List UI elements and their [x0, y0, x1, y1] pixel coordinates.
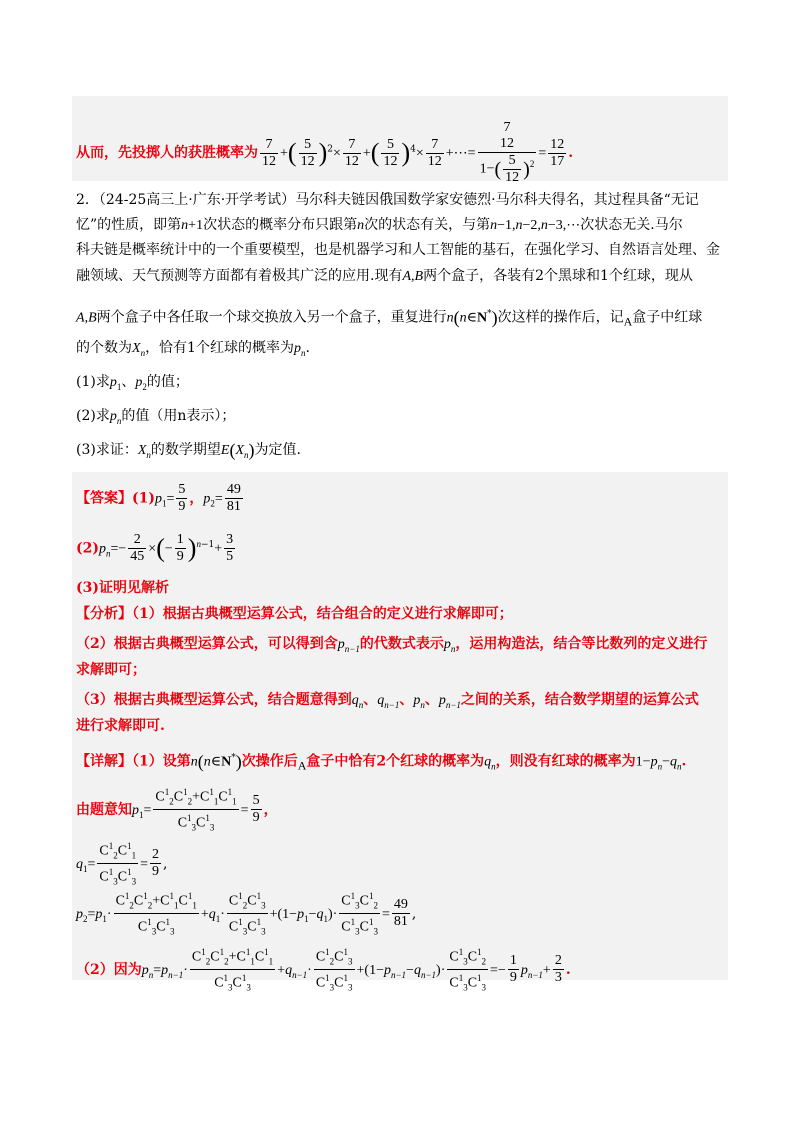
question-2: (2)求$p_n$的值（用n表示）； — [76, 408, 236, 426]
analysis-item-3c: 进行求解即可. — [76, 718, 165, 734]
question-1-tail: 的值； — [146, 374, 189, 390]
answer-label: 【答案】 — [76, 490, 132, 507]
analysis-item-3b: 之间的关系，结合数学期望的运算公式 — [460, 692, 699, 708]
problem-line-6: 的个数为$X_n$，恰有1个红球的概率为$p_n$. — [76, 340, 310, 358]
analysis-item-2b: 的代数式表示 — [359, 636, 444, 652]
answer-part3: (3)证明见解析 — [76, 580, 169, 596]
detail-line-2: 由题意知$p_1=$ $\frac{C^1_2C^1_2+C^1_1C^1_1}{C^1_3C^1_3}$ = $\frac{5}{9}$ ， — [76, 784, 278, 836]
analysis-item-3a: （3）根据古典概型运算公式，结合题意得到 — [76, 692, 352, 708]
detail-label: 【详解】 — [76, 753, 132, 770]
detail-line-4: $p_2=p_1\cdot$ $\frac{C^1_2C^1_2+C^1_1C^1_1}{C^1_3C^1_3}$ $+q_1\cdot$ $\frac{C^1_2C^1_3}{C^1_3C^1_3}$ $+(1-p_1-q_1)\cdot$ $\frac{C^1_3C^1_2}{C^1_3C^1_3}$ = $\frac{49}{81}$ , — [76, 888, 416, 940]
problem-stem-3: 科夫链是概率统计中的一个重要模型，也是机器学习和人工智能的基石，在强化学习、自然语言处理、金 — [76, 242, 720, 258]
problem-stem-2b: 次状态的概率分布只跟第 — [203, 217, 358, 233]
problem-line-1 — [76, 190, 699, 210]
answer-part2-prefix: (2) — [76, 540, 99, 557]
top-answer-line: 从而，先投掷人的获胜概率为 $\frac{7}{12}$ +( $\frac{5}{12}$ )$^2$× $\frac{7}{12}$ +( $\frac{5}{12}$ )$^4$× $\frac{7}{12}$ +⋯= 7 12 1−( $\frac{5}{12}$ )$^2$ = $\frac{12}{17}$ . — [76, 120, 574, 185]
question-3-tail: 为定值. — [254, 442, 301, 458]
detail-line-1a: （1）设第 — [132, 753, 191, 770]
problem-stem-2c: 次的状态有关，与第 — [364, 217, 491, 233]
detail-line-3: $q_1=$ $\frac{C^1_2C^1_1}{C^1_3C^1_3}$ = $\frac{2}{9}$ , — [76, 838, 167, 890]
problem-stem-5c: 盒子中红球 — [632, 309, 703, 326]
problem-number: 2． — [76, 192, 99, 208]
question-3-text: (3)求证： — [76, 442, 138, 458]
question-2-text: (2)求 — [76, 408, 110, 424]
question-3: (3)求证：$X_n$的数学期望$E(X_n)$为定值. — [76, 440, 301, 460]
analysis-line-4: （3）根据古典概型运算公式，结合题意得到$q_n$、$q_{n-1}$、$p_n$、$p_{n-1}$之间的关系，结合数学期望的运算公式 — [76, 692, 699, 710]
answer-line-2: $(2)p_n=-$ $\frac{2}{45}$ ×(− $\frac{1}{9}$ )$^{n-1}$+ $\frac{3}{5}$ — [76, 532, 234, 564]
detail-line-1: 【详解】（1）设第n(n∈N*)次操作后$_A$盒子中恰有2个红球的概率为$q_n$，则没有红球的概率为$1-p_n-q_n$. — [76, 751, 687, 773]
analysis-item-2a: （2）根据古典概型运算公式，可以得到含 — [76, 636, 338, 652]
problem-stem-1: 马尔科夫链因俄国数学家安德烈·马尔科夫得名，其过程具备“无记 — [295, 192, 699, 208]
top-answer-lead: 从而，先投掷人的获胜概率为 — [76, 145, 258, 161]
problem-source: （24-25高三上·广东·开学考试） — [98, 192, 296, 208]
analysis-line-2: （2）根据古典概型运算公式，可以得到含$p_{n-1}$的代数式表示$p_n$，运用构造法，结合等比数列的定义进行 — [76, 636, 708, 654]
problem-stem-6b: ，恰有1个红球的概率为 — [145, 340, 294, 356]
problem-stem-5a: 两个盒子中各任取一个球交换放入另一个盒子，重复进行 — [96, 309, 447, 326]
detail-part2-lead: （2）因为 — [76, 961, 142, 978]
problem-line-3 — [76, 240, 720, 260]
problem-stem-2a: 忆”的性质，即第 — [76, 217, 182, 233]
analysis-item-2d: 求解即可； — [76, 662, 146, 678]
analysis-line-1 — [76, 604, 513, 624]
analysis-item-2c: ，运用构造法，结合等比数列的定义进行 — [455, 636, 708, 652]
analysis-line-3 — [76, 660, 146, 680]
problem-line-5: A,B两个盒子中各任取一个球交换放入另一个盒子，重复进行n(n∈N*)次这样的操作后，记$_A$盒子中红球 — [76, 307, 703, 329]
problem-stem-2d: 次状态无关.马尔 — [580, 217, 683, 233]
problem-stem-4a: 融领域、天气预测等方面都有着极其广泛的应用.现有 — [76, 268, 403, 284]
analysis-label: 【分析】 — [76, 606, 132, 622]
answer-line-1: 【答案】$(1)p_1=$ $\frac{5}{9}$ ，$p_2=$ $\frac{49}{81}$ — [76, 482, 241, 514]
question-1: (1)求$p_1$、$p_2$的值； — [76, 374, 189, 392]
question-1-text: (1)求 — [76, 374, 110, 390]
detail-line-2a: 由题意知 — [76, 801, 132, 818]
detail-line-1c: 盒子中恰有2个红球的概率为 — [306, 753, 485, 770]
analysis-line-5 — [76, 716, 165, 736]
problem-line-2: 忆”的性质，即第n+1次状态的概率分布只跟第n次的状态有关，与第n−1,n−2,n−3,⋯次状态无关.马尔 — [76, 217, 683, 233]
problem-line-4: 融领域、天气预测等方面都有着极其广泛的应用.现有A,B两个盒子，各装有2个黑球和1个红球，现从 — [76, 268, 693, 284]
problem-stem-5b: 次这样的操作后，记 — [497, 309, 624, 326]
detail-line-5: （2）因为$p_n=p_{n-1}\cdot$ $\frac{C^1_2C^1_2+C^1_1C^1_1}{C^1_3C^1_3}$ $+q_{n-1}\cdot$ $\frac{C^1_2C^1_3}{C^1_3C^1_3}$ $+(1-p_{n-1}-q_{n-1})\cdot$ $\frac{C^1_3C^1_2}{C^1_3C^1_3}$ =− $\frac{1}{9}$ $p_{n-1}+$ $\frac{2}{3}$ . — [76, 944, 571, 996]
detail-line-1b: 次操作后 — [241, 753, 298, 770]
question-3-mid: 的数学期望 — [150, 442, 221, 458]
problem-stem-4b: 两个盒子，各装有2个黑球和1个红球，现从 — [423, 268, 693, 284]
analysis-item-1: （1）根据古典概型运算公式，结合组合的定义进行求解即可； — [132, 606, 513, 622]
detail-line-1d: ，则没有红球的概率为 — [495, 753, 636, 770]
problem-stem-6a: 的个数为 — [76, 340, 132, 356]
question-2-tail: 的值（用n表示）； — [121, 408, 236, 424]
